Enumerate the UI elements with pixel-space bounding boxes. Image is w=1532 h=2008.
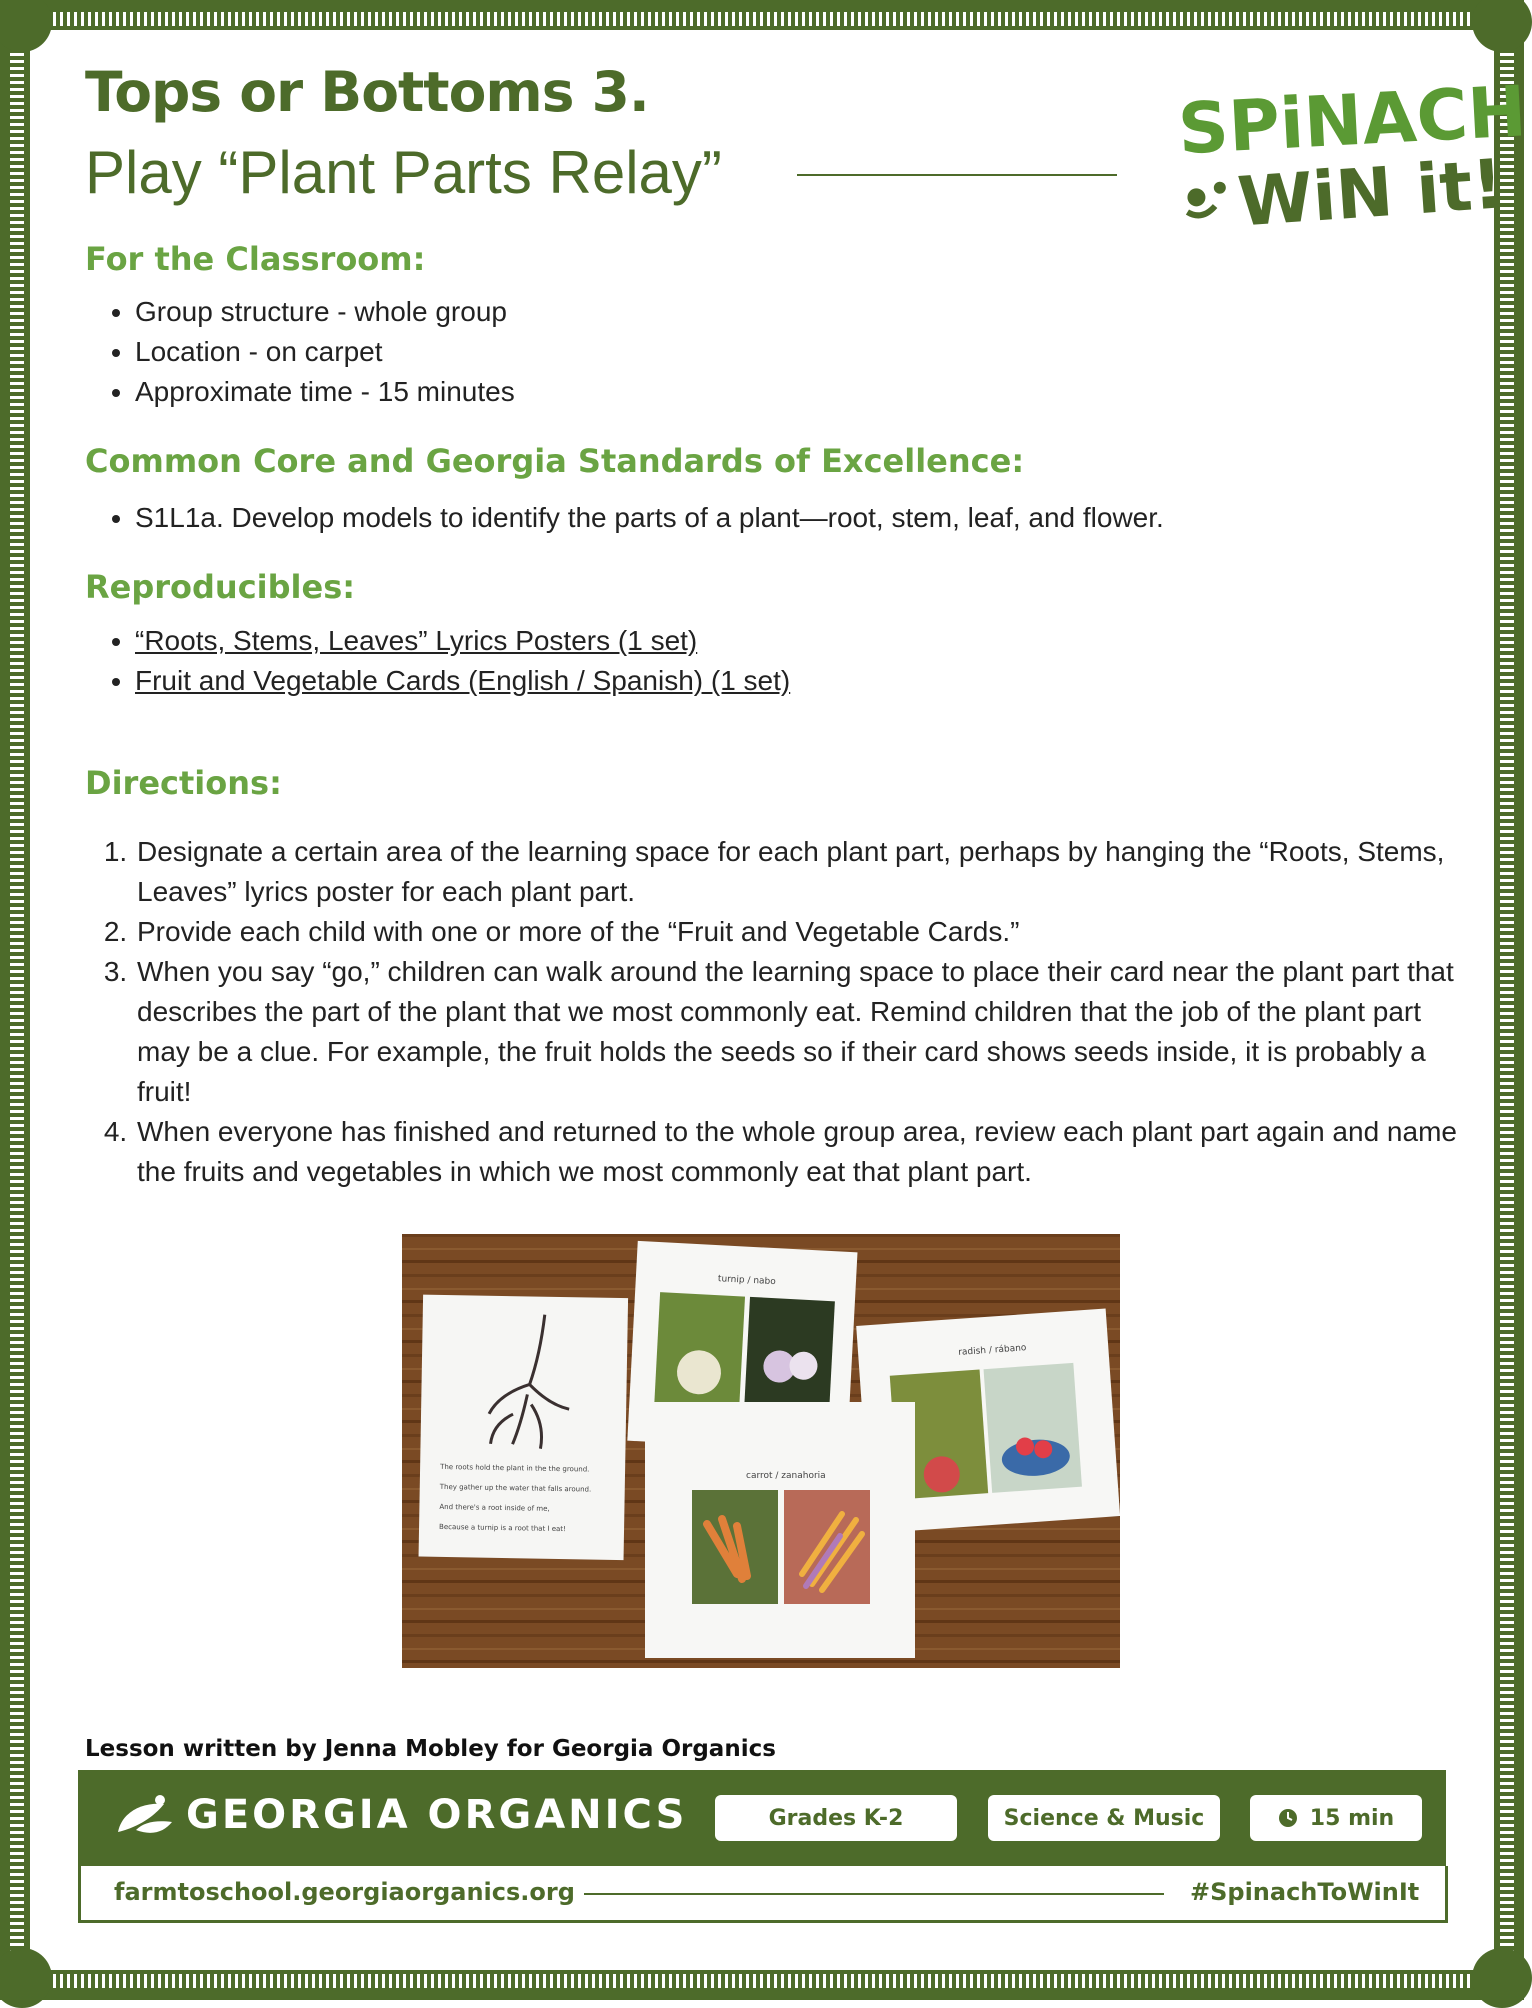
svg-text:They gather up the water that: They gather up the water that falls around. bbox=[439, 1482, 592, 1494]
direction-step: 2. Provide each child with one or more of the “Fruit and Vegetable Cards.” bbox=[135, 912, 1475, 952]
time-label: 15 min bbox=[1309, 1805, 1395, 1831]
spinach-to-win-it-logo bbox=[1170, 70, 1529, 245]
svg-text:WiN it!: WiN it! bbox=[1235, 145, 1506, 243]
vegetable-cards-link[interactable]: Fruit and Vegetable Cards (English / Spanish) (1 set) bbox=[135, 665, 791, 696]
reproducibles-heading: Reproducibles: bbox=[85, 568, 356, 606]
georgia-organics-leaf-icon bbox=[112, 1792, 180, 1842]
page-subtitle: Play “Plant Parts Relay” bbox=[85, 139, 722, 206]
border-stripes-top bbox=[46, 12, 1478, 26]
plant-cards-photo bbox=[402, 1234, 1120, 1668]
svg-text:The roots hold the plant in th: The roots hold the plant in the the ground. bbox=[440, 1462, 590, 1474]
lyrics-posters-link[interactable]: “Roots, Stems, Leaves” Lyrics Posters (1 set) bbox=[135, 625, 698, 656]
lesson-credit: Lesson written by Jenna Mobley for Georgia Organics bbox=[85, 1736, 776, 1762]
hashtag: #SpinachToWinIt bbox=[1190, 1878, 1420, 1906]
standards-heading: Common Core and Georgia Standards of Excellence: bbox=[85, 442, 1025, 480]
list-item bbox=[135, 661, 790, 701]
directions-heading: Directions: bbox=[85, 764, 282, 802]
svg-text:SPiNACH: SPiNACH bbox=[1176, 70, 1529, 171]
org-name: GEORGIA ORGANICS bbox=[186, 1792, 688, 1838]
border-stripes-right bbox=[1500, 46, 1514, 1954]
list-item: • Approximate time - 15 minutes bbox=[135, 372, 515, 412]
border-stripes-left bbox=[10, 46, 24, 1954]
website-url[interactable]: farmtoschool.georgiaorganics.org bbox=[114, 1878, 575, 1906]
direction-step: 3. When you say “go,” children can walk around the learning space to place their card near the plant part that describes the part of the plant that we most commonly eat. Remind children that the job of the plant part may be a clue. For example, the fruit holds the seeds so if their card shows seeds inside, it is probably a fruit! bbox=[135, 952, 1475, 1112]
list-item: • S1L1a. Develop models to identify the parts of a plant—root, stem, leaf, and flower. bbox=[135, 498, 1164, 538]
list-item: • Location - on carpet bbox=[135, 332, 515, 372]
subtitle-rule bbox=[797, 174, 1117, 176]
subject-badge: Science & Music bbox=[988, 1795, 1220, 1841]
reproducibles-list bbox=[100, 621, 790, 701]
time-badge bbox=[1250, 1795, 1422, 1841]
standards-list bbox=[100, 498, 1164, 538]
directions-list bbox=[105, 832, 1475, 1192]
svg-text:And there's a root inside of m: And there's a root inside of me, bbox=[439, 1502, 550, 1513]
footer-rule bbox=[584, 1893, 1164, 1895]
classroom-heading: For the Classroom: bbox=[85, 240, 426, 278]
svg-text:radish / rábano: radish / rábano bbox=[957, 1343, 1027, 1358]
svg-text:carrot / zanahoria: carrot / zanahoria bbox=[746, 1471, 826, 1481]
corner-ornament bbox=[1472, 1948, 1532, 2008]
classroom-list bbox=[100, 292, 515, 412]
svg-text:Because a turnip is a root tha: Because a turnip is a root that I eat! bbox=[438, 1522, 566, 1534]
clock-icon bbox=[1278, 1808, 1298, 1828]
border-stripes-bottom bbox=[46, 1974, 1478, 1988]
direction-step: 4. When everyone has finished and returned to the whole group area, review each plant part again and name the fruits and vegetables in which we most commonly eat that plant part. bbox=[135, 1112, 1475, 1192]
list-item: • Group structure - whole group bbox=[135, 292, 515, 332]
direction-step: 1. Designate a certain area of the learning space for each plant part, perhaps by hanging the “Roots, Stems, Leaves” lyrics poster for each plant part. bbox=[135, 832, 1475, 912]
svg-text:turnip / nabo: turnip / nabo bbox=[717, 1274, 776, 1288]
list-item bbox=[135, 621, 790, 661]
page-title: Tops or Bottoms 3. bbox=[85, 60, 649, 124]
grades-badge: Grades K-2 bbox=[715, 1795, 957, 1841]
